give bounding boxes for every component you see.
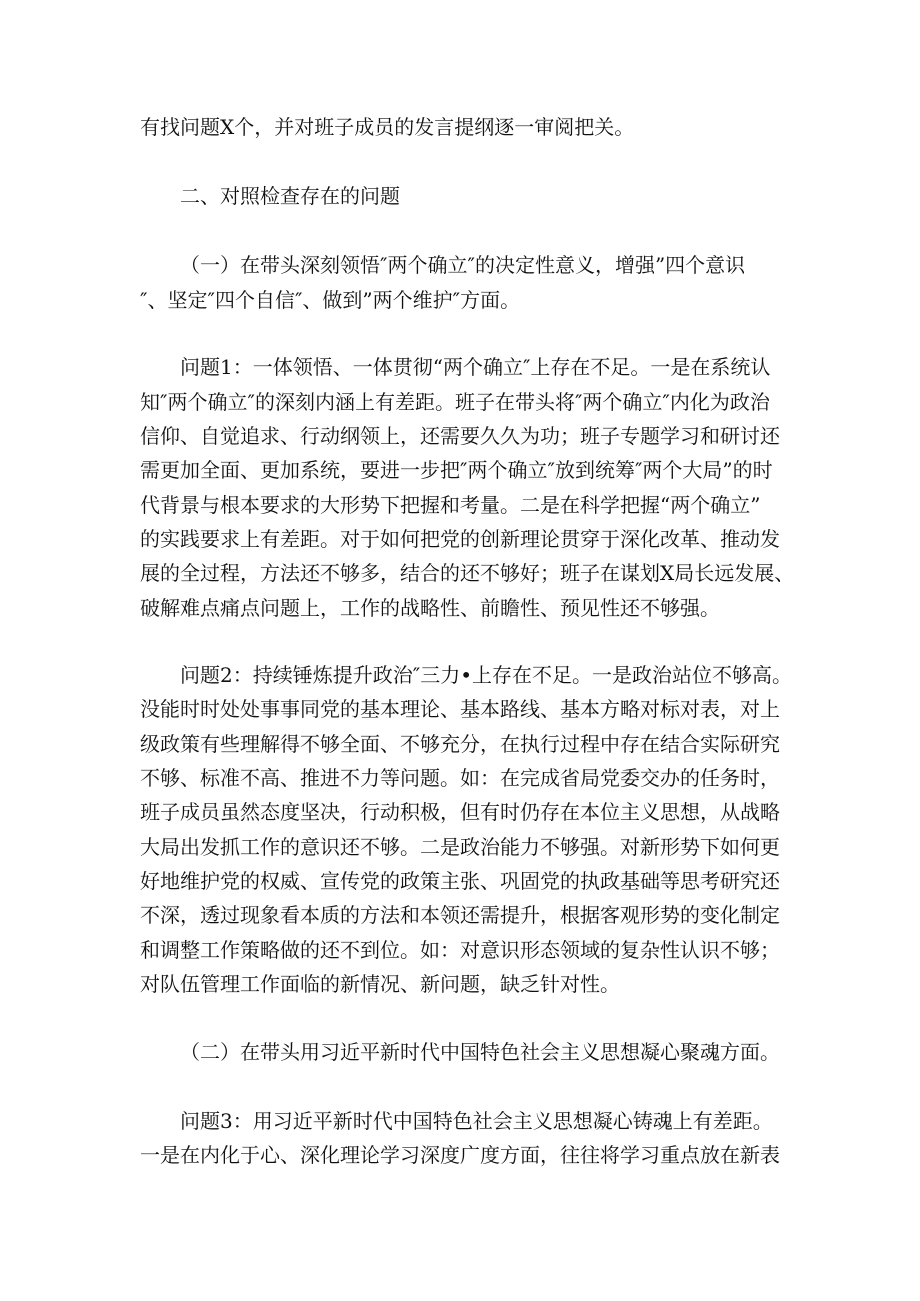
problem-2-line-9: 和调整工作策略做的还不到位。如：对意识形态领域的复杂性认识不够； bbox=[140, 938, 780, 962]
subsection-heading-2: （二）在带头用习近平新时代中国特色社会主义思想凝心聚魂方面。 bbox=[180, 1040, 780, 1064]
problem-3-line-1: 问题3：用习近平新时代中国特色社会主义思想凝心铸魂上有差距。 bbox=[180, 1109, 773, 1133]
problem-2-line-2: 没能时时处处事事同党的基本理论、基本路线、基本方略对标对表，对上 bbox=[140, 697, 780, 721]
problem-3-line-2: 一是在内化于心、深化理论学习深度广度方面，往往将学习重点放在新表 bbox=[140, 1143, 780, 1167]
subsection-heading-1-line-2: ″、坚定″四个自信″、做到”两个维护″方面。 bbox=[140, 288, 521, 312]
section-heading-problems: 二、对照检查存在的问题 bbox=[180, 184, 400, 208]
problem-1-line-2: 知″两个确立″的深刻内涵上有差距。班子在带头将″两个确立″内化为政治 bbox=[140, 390, 770, 414]
intro-continuation: 有找问题X个，并对班子成员的发言提纲逐一审阅把关。 bbox=[140, 115, 635, 139]
problem-1-line-4: 需更加全面、更加系统，要进一步把″两个确立″放到统筹″两个大局”的时 bbox=[140, 458, 773, 482]
problem-2-line-10: 对队伍管理工作面临的新情况、新问题，缺乏针对性。 bbox=[140, 972, 620, 996]
problem-2-line-4: 不够、标准不高、推进不力等问题。如：在完成省局党委交办的任务时， bbox=[140, 766, 780, 790]
problem-2-line-3: 级政策有些理解得不够全面、不够充分，在执行过程中存在结合实际研究 bbox=[140, 732, 780, 756]
problem-1-line-6: 的实践要求上有差距。对于如何把党的创新理论贯穿于深化改革、推动发 bbox=[140, 527, 780, 551]
problem-2-line-5: 班子成员虽然态度坚决，行动积极，但有时仍存在本位主义思想，从战略 bbox=[140, 800, 780, 824]
problem-2-line-8: 不深，透过现象看本质的方法和本领还需提升，根据客观形势的变化制定 bbox=[140, 903, 780, 927]
subsection-heading-1-line-1: （一）在带头深刻领悟″两个确立″的决定性意义，增强”四个意识 bbox=[180, 253, 746, 277]
problem-1-line-7: 展的全过程，方法还不够多，结合的还不够好；班子在谋划X局长远发展、 bbox=[140, 561, 795, 585]
problem-2-line-1: 问题2：持续锤炼提升政治″三力•上存在不足。一是政治站位不够高。 bbox=[180, 663, 792, 687]
problem-2-line-6: 大局出发抓工作的意识还不够。二是政治能力不够强。对新形势下如何更 bbox=[140, 835, 780, 859]
problem-1-line-8: 破解难点痛点问题上，工作的战略性、前瞻性、预见性还不够强。 bbox=[140, 596, 720, 620]
problem-2-line-7: 好地维护党的权威、宣传党的政策主张、巩固党的执政基础等思考研究还 bbox=[140, 869, 780, 893]
problem-1-line-3: 信仰、自觉追求、行动纲领上，还需要久久为功；班子专题学习和研讨还 bbox=[140, 424, 780, 448]
problem-1-line-5: 代背景与根本要求的大形势下把握和考量。二是在科学把握“两个确立” bbox=[140, 493, 761, 517]
problem-1-line-1: 问题1：一体领悟、一体贯彻“两个确立″上存在不足。一是在系统认 bbox=[180, 355, 771, 379]
